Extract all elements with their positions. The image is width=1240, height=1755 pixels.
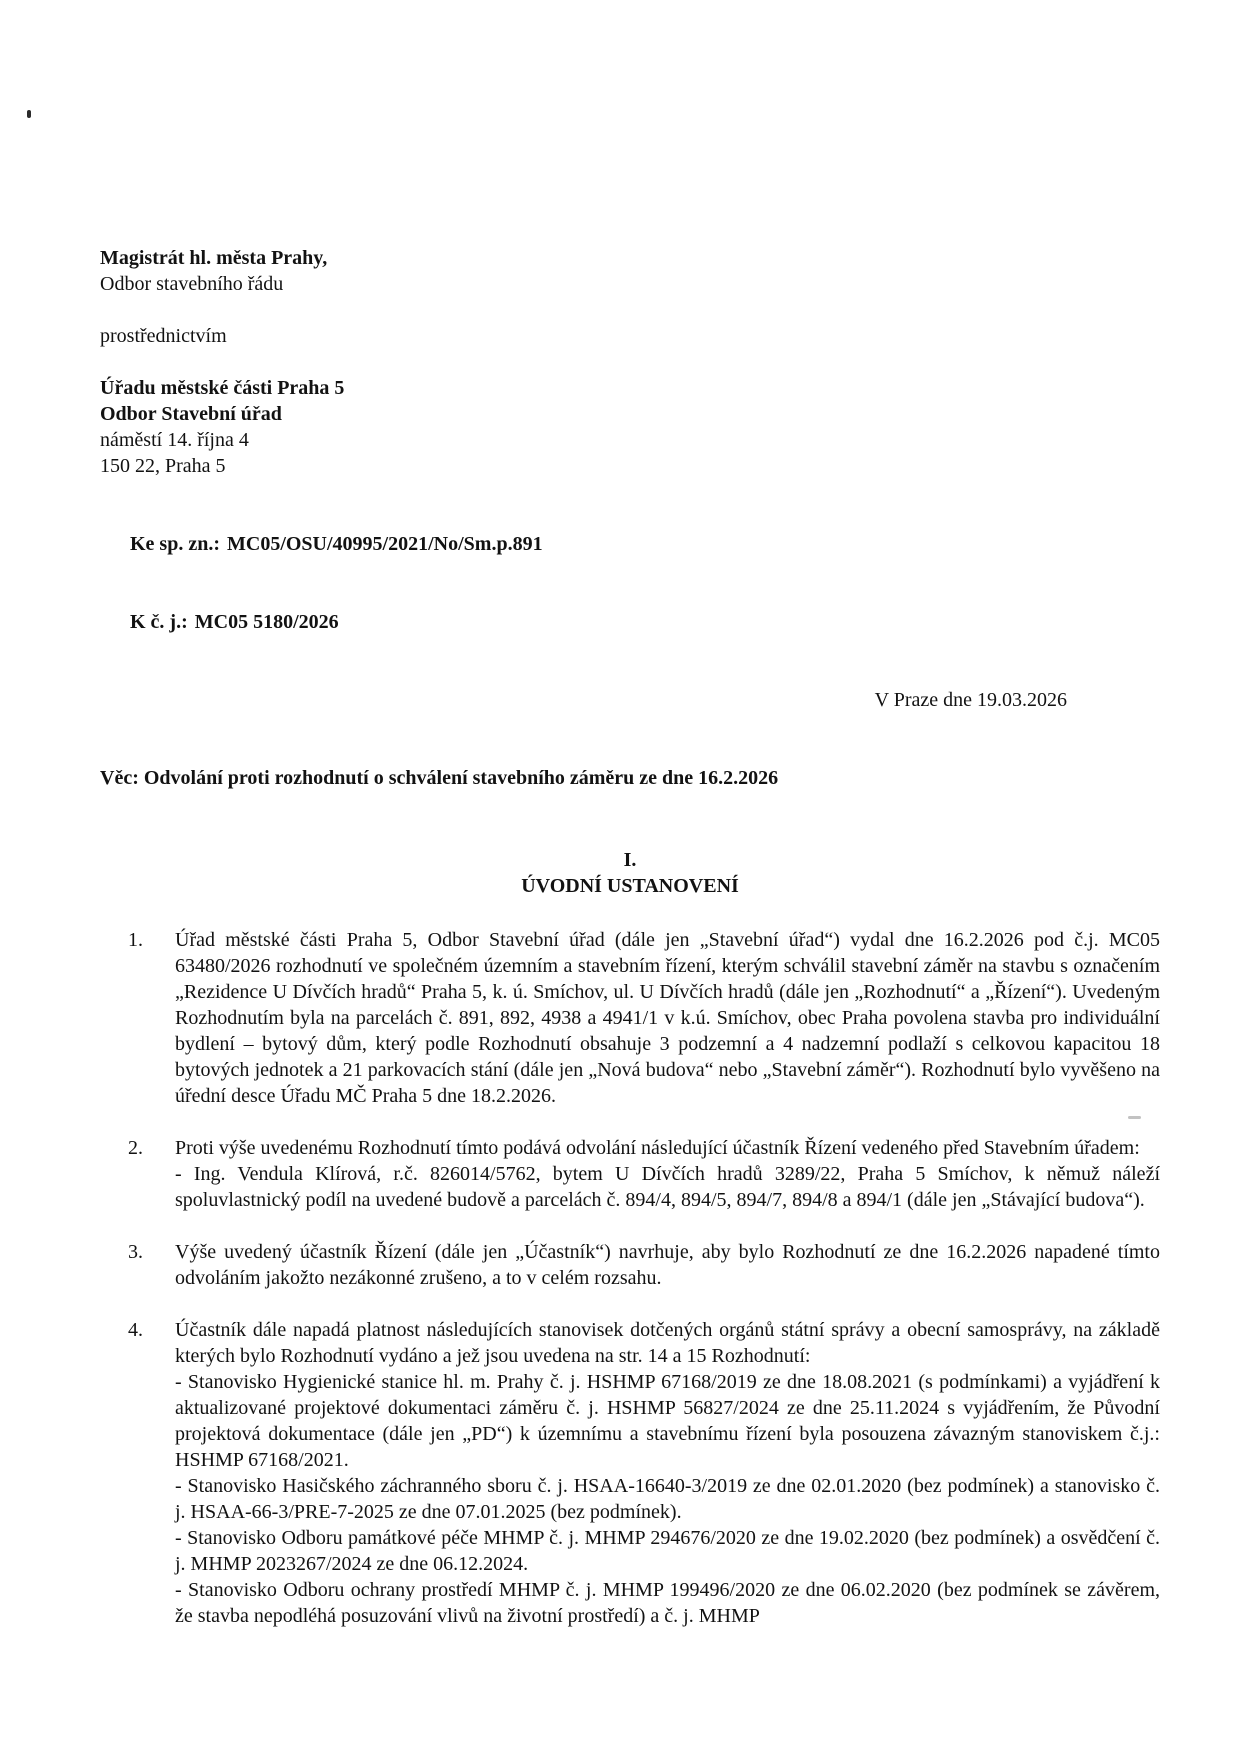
paragraph: - Stanovisko Odboru památkové péče MHMP č. j. MHMP 294676/2020 ze dne 19.02.2020 (bez podmínek) a osvědčení č. j. MHMP 2023267/2024 ze dne 06.12.2024. [175,1527,1160,1575]
section-heading [100,847,1160,899]
list-item-body [175,927,1160,1109]
dateline: V Praze dne 19.03.2026 [874,689,1067,711]
recipient-block [100,245,1160,479]
recipient-office-street: náměstí 14. října 4 [100,429,249,451]
section-title: ÚVODNÍ USTANOVENÍ [521,875,739,897]
recipient-office-name: Úřadu městské části Praha 5 [100,377,345,399]
list-item-body [175,1135,1160,1213]
scan-smudge-artifact [1128,1116,1141,1119]
paragraph: Úřad městské části Praha 5, Odbor Stavební úřad (dále jen „Stavební úřad“) vydal dne 16.2.2026 pod č.j. MC05 63480/2026 rozhodnutí ve společném územním a stavebním řízení, kterým schválil stavební záměr na stavbu s označením „Rezidence U Dívčích hradů“ Praha 5, k. ú. Smíchov, ul. U Dívčích hradů (dále jen „Rozhodnutí“ a „Řízení“). Uvedeným Rozhodnutím byla na parcelách č. 891, 892, 4938 a 4941/1 v k.ú. Smíchov, obec Praha povolena stavba pro individuální bydlení – bytový dům, který podle Rozhodnutí obsahuje 3 podzemní a 4 nadzemní podlaží s celkovou kapacitou 18 bytových jednotek a 21 parkovacích stání (dále jen „Nová budova“ nebo „Stavební záměr“). Rozhodnutí bylo vyvěšeno na úřední desce Úřadu MČ Praha 5 dne 18.2.2026. [175,929,1160,1107]
subject-line: Věc: Odvolání proti rozhodnutí o schválení stavebního záměru ze dne 16.2.2026 [100,767,779,789]
file-number-value: MC05/OSU/40995/2021/No/Sm.p.891 [227,533,543,555]
document-number-line [100,583,1160,661]
list-item-number: 3. [128,1241,143,1263]
scan-speck-artifact [27,110,31,118]
spacer [100,479,1160,505]
document-number-label: K č. j.: [130,611,188,633]
paragraph: - Stanovisko Hygienické stanice hl. m. Prahy č. j. HSHMP 67168/2019 ze dne 18.08.2021 (s podmínkami) a vyjádření k aktualizované projektové dokumentaci záměru č. j. HSHMP 56827/2024 ze dne 25.11.2024 s vyjádřením, že Původní projektová dokumentace (dále jen „PD“) k územnímu a stavebnímu řízení byla posouzena závazným stanoviskem č.j.: HSHMP 67168/2021. [175,1371,1160,1471]
references-block [100,505,1160,661]
list-item-2 [100,1135,1160,1213]
recipient-office-dept: Odbor Stavební úřad [100,403,282,425]
list-item-1 [100,927,1160,1109]
list-item-number: 4. [128,1319,143,1341]
list-item-body [175,1239,1160,1291]
paragraph: Účastník dále napadá platnost následujících stanovisek dotčených orgánů státní správy a obecní samosprávy, na základě kterých bylo Rozhodnutí vydáno a jež jsou uvedena na str. 14 a 15 Rozhodnutí: [175,1319,1160,1367]
recipient-authority-name: Magistrát hl. města Prahy, [100,247,328,269]
list-item-number: 1. [128,929,143,951]
spacer [100,297,1160,323]
numbered-list [100,927,1160,1629]
paragraph: Výše uvedený účastník Řízení (dále jen „Účastník“) navrhuje, aby bylo Rozhodnutí ze dne 16.2.2026 napadené tímto odvoláním jakožto nezákonné zrušeno, a to v celém rozsahu. [175,1241,1160,1289]
file-number-line [100,505,1160,583]
recipient-authority-dept: Odbor stavebního řádu [100,273,284,295]
list-item-3 [100,1239,1160,1291]
list-item-number: 2. [128,1137,143,1159]
paragraph: - Ing. Vendula Klírová, r.č. 826014/5762, bytem U Dívčích hradů 3289/22, Praha 5 Smíchov, k němuž náleží spoluvlastnický podíl na uvedené budově a parcelách č. 894/4, 894/5, 894/7, 894/8 a 894/1 (dále jen „Stávající budova“). [175,1163,1160,1211]
paragraph: - Stanovisko Odboru ochrany prostředí MHMP č. j. MHMP 199496/2020 ze dne 06.02.2020 (bez podmínek se závěrem, že stavba nepodléhá posuzování vlivů na životní prostředí) a č. j. MHMP [175,1579,1160,1627]
list-item-body [175,1317,1160,1629]
paragraph: Proti výše uvedenému Rozhodnutí tímto podává odvolání následující účastník Řízení vedeného před Stavebním úřadem: [175,1137,1140,1159]
file-number-label: Ke sp. zn.: [130,533,220,555]
spacer [100,349,1160,375]
document-number-value: MC05 5180/2026 [194,611,339,633]
paragraph: - Stanovisko Hasičského záchranného sboru č. j. HSAA-16640-3/2019 ze dne 02.01.2020 (bez podmínek) a stanovisko č. j. HSAA-66-3/PRE-7-2025 ze dne 07.01.2025 (bez podmínek). [175,1475,1160,1523]
spacer [100,661,1160,687]
recipient-office-city: 150 22, Praha 5 [100,455,226,477]
recipient-via: prostřednictvím [100,325,227,347]
section-numeral: I. [623,849,637,871]
list-item-4 [100,1317,1160,1629]
